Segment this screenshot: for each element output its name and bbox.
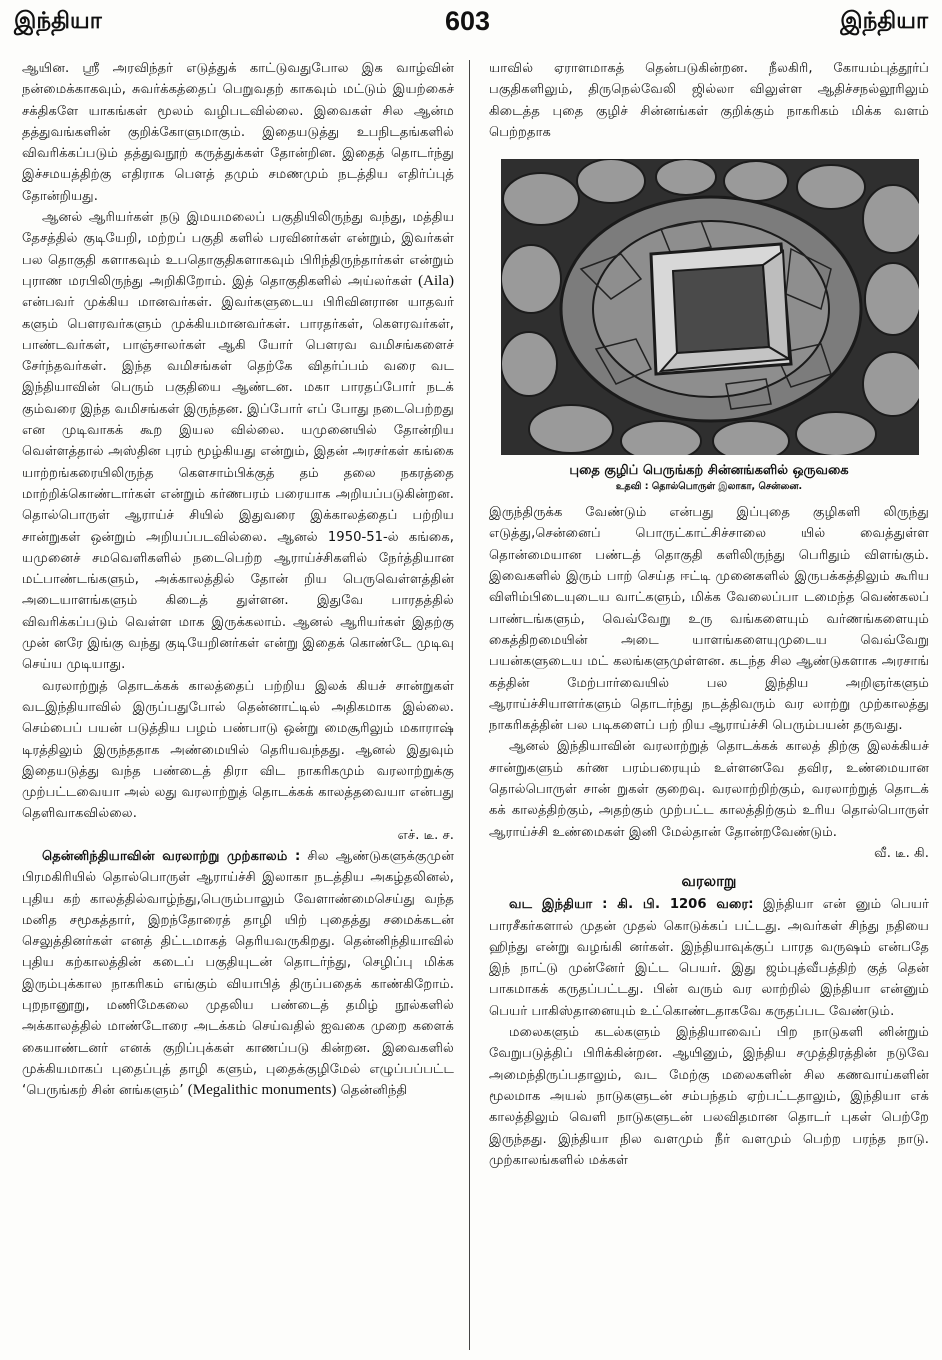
left-paragraph-1: ஆயின. ஸ்ரீ அரவிந்தர் எடுத்துக் காட்டுவதுபோல இக வாழ்வின் நன்மைக்காகவும், சுவர்க்கத்தைப் பெறுவதற் காகவும் மட்டும் இயற்கைச் சக்திகளே யாகங்கள் மூலம் வழிபடவில்லை. இவைகள் சில ஆன்ம தத்துவங்களின் குறிக்கோளுமாகும். இதையடுத்து உபநிடதங்களில் விவரிக்கப்படும் தத்துவநூற் கருத்துக்கள் தோன்றின. இதைத் தொடர்ந்து இச்சமயத்திற்கு எதிராக பௌத் தமும் சமணமும் நடத்திய எதிர்ப்புத் தோன்றியது.	[22, 61, 454, 204]
right-paragraph-3	[489, 736, 929, 864]
figure-credit: உதவி : தொல்பொருள் இலாகா, சென்னை.	[615, 481, 803, 493]
left-paragraph-2	[22, 207, 454, 676]
left-paragraph-3	[22, 676, 454, 846]
figure-caption: புதை குழிப் பெருங்கற் சின்னங்களில் ஒருவகை	[569, 463, 849, 479]
left-paragraph-3-text: வரலாற்றுத் தொடக்கக் காலத்தைப் பற்றிய இலக் கியச் சான்றுகள் வடஇந்தியாவில் இருப்பதுபோல் தென்னாட்டில் அதிகமாக இல்லை. செம்பைப் பயன் படுத்திய பழம் பண்பாடு ஒன்று மைசூரிலும் மகாராஷ் டிரத்திலும் இருந்ததாக அண்மையில் தெரியவந்தது. ஆனல் இதுவும் இதையடுத்து வந்த பண்டைத் திரா விட நாகரிகமும் வரலாற்றுக்கு முற்பட்டவையா அல் லது வரலாற்றுத் தொடக்கக் காலத்தவையா என்பது தெளிவாகவில்லை.	[22, 678, 454, 822]
header-left-title: இந்தியா	[14, 8, 102, 34]
right-paragraph-3-text: ஆனல் இந்தியாவின் வரலாற்றுத் தொடக்கக் காலத் திற்கு இலக்கியச் சான்றுகளும் கர்ண பரம்பரையும் உள்ளனவே தவிர, உண்மையான தொல்பொருள் சான் றுகள் குறைவு. வரலாற்றிற்கும், வரலாற்றுத் தொடக் கக் காலத்திற்கும், அதற்கும் முற்பட்ட காலத்திற்கும் உரிய தொல்பொருள் ஆராய்ச்சி உண்மைகள் இனி மேல்தான் தோன்றவேண்டும்.	[489, 739, 929, 840]
left-paragraph-4-part-b: தென்னிந்தி	[336, 1083, 408, 1099]
right-paragraph-5: மலைகளும் கடல்களும் இந்தியாவைப் பிற நாடுகளி னின்றும் வேறுபடுத்திப் பிரிக்கின்றன. ஆயினும், இந்திய சமுத்திரத்தின் நடுவே அமைந்திருப்பதாலும், வட மேற்கு மலைகளின் சில கணவாய்களின் மூலமாக அயல் நாடுகளுடன் சம்பந்தம் ஏற்பட்டதாலும், இந்தியா எக் காலத்திலும் வெளி நாடுகளுடன் பலவிதமான தொடர் புகள் பெற்றே இருந்தது. இந்தியா நில வளமும் நீர் வளமும் பெற்ற பரந்த நாடு. முற்காலங்களில் மக்கள்	[489, 1025, 929, 1168]
right-column	[489, 58, 929, 1354]
section-heading-north-india: வட இந்தியா : கி. பி. 1206 வரை:	[509, 897, 754, 913]
megalith-photo	[501, 159, 919, 455]
left-paragraph-4	[22, 846, 454, 1102]
left-column	[22, 58, 454, 1354]
column-divider	[469, 60, 470, 1350]
author-signature-1: எச். டீ. ச.	[397, 827, 454, 843]
right-paragraph-1: யாவில் ஏராளமாகத் தென்படுகின்றன. நீலகிரி, கோயம்புத்தூர்ப் பகுதிகளிலும், திருநெல்வேலி ஜில்லா விலுள்ள ஆதிச்சநல்லூரிலும் கிடைத்த புதை குழிச் சின்னங்கள் குறிக்கும் நாகரிகம் மிக்க வளம் பெற்றதாக	[489, 61, 929, 140]
page-header	[0, 4, 942, 50]
section-subheading-history: வரலாறு	[681, 872, 737, 891]
author-signature-2: வீ. டீ. கி.	[874, 845, 929, 861]
right-paragraph-2: இருந்திருக்க வேண்டும் என்பது இப்புதை குழிகளி லிருந்து எடுத்து,சென்னைப் பொருட்காட்சிச்சாலை யில் வைத்துள்ள தொன்மையான பண்டத் தொகுதி களிலிருந்து பெரிதும் விளங்கும். இவைகளில் இரும் பாற் செய்த ஈட்டி முனைகளில் இருபக்கத்திலும் கூரிய விளிம்பிடையுடைய வாட்களும், மிக்க வேலைப்பா டமைந்த வெண்கலப் பாண்டங்களும், வெவ்வேறு உரு வங்களையும் வர்ணங்களையும் கைத்திறமையின் அடை யாளங்களையுமுடைய வெவ்வேறு பயன்களுடைய மட் கலங்களுமுள்ளன. கடந்த சில ஆண்டுகளாக அரசாங் கத்தின் மேற்பார்வையில் பல இந்திய அறிஞர்களும் ஆராய்ச்சியாளர்களும் தொடர்ந்து நடத்திவரும் வர லாற்று முற்காலத்து நாகரிகத்தின் பல படிகளைப் பற் றிய ஆராய்ச்சி பெரும்பயன் தருவது.	[489, 505, 929, 734]
page-number: 603	[445, 6, 491, 36]
left-paragraph-2-part-b: என்பவர் முக்கிய மானவர்கள். இவர்களுடைய பிரிவினரான யாதவர் களும் பௌரவர்களும் முக்கியமானவர்கள். பாரதர்கள், கௌரவர்கள், பாண்டவர்கள், பாஞ்சாலர்கள் ஆகி யோர் பௌரவ வமிசங்களைச் சேர்ந்தவர்கள். இந்த வமிசங்கள் தெற்கே விதர்ப்பம் வரை வட இந்தியாவின் பெரும் பகுதியை ஆண்டன. மகா பாரதப்போர் நடக் கும்வரை இந்த வமிசங்கள் இருந்தன. இப்போர் எப் போது நடைபெற்றது என முடிவாகக் கூற இயல வில்லை. யமுனையில் தோன்றிய வெள்ளத்தால் அஸ்தின புரம் மூழ்கியது என்றும், இதன் அரசர்கள் கங்கை யாற்றங்கரையிலிருந்த கௌசாம்பிக்குத் தம் தலை நகரத்தை மாற்றிக்கொண்டார்கள் என்றும் கர்ணபரம் பரையாக அறியப்படுகின்றன. தொல்பொருள் ஆராய்ச் சியில் இதுவரை இக்காலத்தைப் பற்றிய சான்றுகள் ஒன்றும் அறியப்படவில்லை. ஆனல் 1950-51-ல் கங்கை, யமுனைச் சமவெளிகளில் நடைபெற்ற ஆராய்ச்சிகளில் நேர்த்தியான மட்பாண்டங்களும், அக்காலத்தில் தோன் றிய பெருவெள்ளத்தின் அடையாளங்களும் கிடைத் துள்ளன. இதுவே பாரதத்தில் விவரிக்கப்படும் வெள்ள மாக இருக்கலாம். ஆனல் ஆரியர்கள் இதற்கு முன் னரே இங்கு வந்து குடியேறினர்கள் என்று இதைக் கொண்டே முடிவு செய்ய முடியாது.	[22, 295, 454, 673]
right-paragraph-4	[489, 894, 929, 1022]
section-heading-south-india: தென்னிந்தியாவின் வரலாற்று முற்காலம் :	[42, 848, 301, 864]
megalith-photo-drawing	[501, 159, 919, 455]
aila-term: (Aila)	[418, 272, 454, 289]
megalithic-term: (Megalithic monuments)	[187, 1082, 337, 1099]
left-paragraph-4-part-a: சில ஆண்டுகளுக்குமுன் பிரமகிரியில் தொல்பொருள் ஆராய்ச்சி இலாகா நடத்திய அகழ்தலினல், புதிய கற் காலத்தில்வாழ்ந்து,பெரும்பாலும் வேளாண்மைசெய்து வந்த மனித சமூகத்தார், இறந்தோரைத் தாழி யிற் புதைத்து சமைக்கடன் செலுத்தினர்கள் எனத் திட்டமாகத் தெரியவருகிறது. தென்னிந்தியாவில் புதிய கற்காலத்தின் கடைப் பகுதியுடன் தொடர்ந்து, செழிப்பு மிக்க இரும்புக்கால நாகரிகம் எங்கும் வியாபித் திருப்பதைக் காண்கிறோம். புறநானூறு, மணிமேகலை முதலிய பண்டைத் தமிழ் நூல்களில் அக்காலத்தில் மாண்டோரை அடக்கம் செய்வதில் ஐவகை முறை களைக் கையாண்டனர் எனக் குறிப்புக்கள் காணப்படு கின்றன. இவைகளில் முக்கியமாகப் புதைப்புத் தாழி களும், புதைக்குழிமேல் எழுப்பப்பட்ட ‘பெருங்கற் சின் னங்களும்’	[22, 848, 454, 1099]
header-right-title: இந்தியா	[840, 8, 928, 34]
left-paragraph-2-part-a: ஆனல் ஆரியர்கள் நடு இமயமலைப் பகுதியிலிருந்து வந்து, மத்திய தேசத்தில் குடியேறி, மற்றப் பகுதி களில் பரவினர்கள் என்றும், இவர்கள் பல தொகுதி களாகவும் உபதொகுதிகளாகவும் பிரிந்திருந்தார்கள் என்றும் புராண மரபிலிருந்து அறிகிறோம். இத் தொகுதிகளில் அய்லர்கள்	[22, 210, 454, 289]
right-paragraph-4-text: இந்தியா என் னும் பெயர் பாரசீகர்களால் முதன் முதல் கொடுக்கப் பட்டது. அவர்கள் சிந்து நதியை ஹிந்து என்று வழங்கி னர்கள். இந்தியாவுக்குப் பாரத வருஷம் என்பதே இந் நாட்டு முன்னேர் இட்ட பெயர். இது ஜம்புத்வீபத்திற் குத் தென் பாகமாகக் கருதப்பட்டது. பின் வரும் வர லாற்றில் இந்தியா என்னும் பெயர் பாகிஸ்தானையும் உட்கொண்டதாகவே கருதப்பட வேண்டும்.	[489, 897, 929, 1019]
